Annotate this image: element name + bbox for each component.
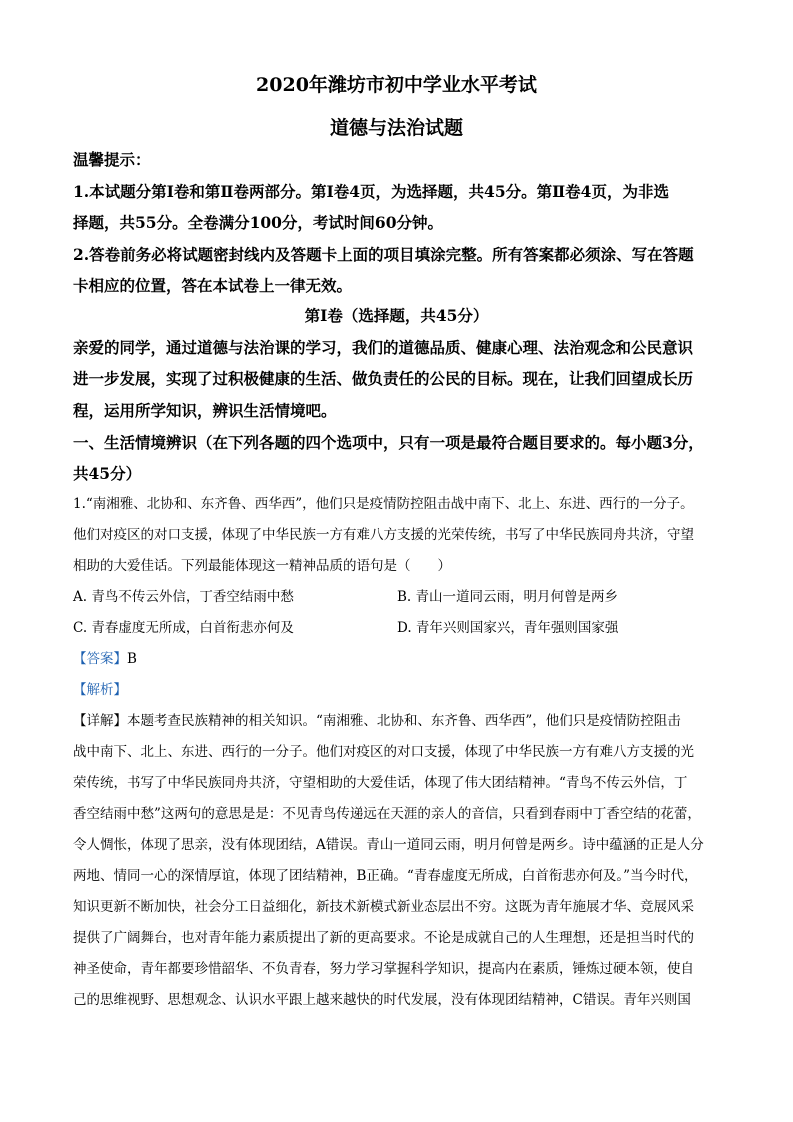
- detail-line: 己的思维视野、思想观念、认识水平跟上越来越快的时代发展，没有体现团结精神，C错误。青年兴则国: [73, 992, 691, 1008]
- detail-line: 提供了广阔舞台，也对青年能力素质提出了新的更高要求。不论是成就自己的人生理想，还是担当时代的: [73, 930, 694, 946]
- analysis-line: [73, 675, 127, 706]
- part-title: 一、生活情境辨识（在下列各题的四个选项中，只有一项是最符合题目要求的。每小题3分，: [73, 433, 704, 452]
- part-title: 共45分）: [73, 464, 142, 483]
- detail-line: 神圣使命，青年都要珍惜韶华、不负青春，努力学习掌握科学知识，提高内在素质，锤炼过硬本领，使自: [73, 961, 694, 977]
- intro-line: 程，运用所学知识，辨识生活情境吧。: [73, 401, 337, 420]
- detail-line: 荣传统，书写了中华民族同舟共济，守望相助的大爱佳话，体现了伟大团结精神。“青鸟不传云外信，丁: [73, 775, 688, 791]
- answer-line: [73, 644, 137, 675]
- exam-subtitle: 道德与法治试题: [329, 117, 463, 139]
- detail-line: 战中南下、北上、东进、西行的一分子。他们对疫区的对口支援，体现了中华民族一方有难八方支援的光: [73, 744, 694, 760]
- question-stem: 他们对疫区的对口支援，体现了中华民族一方有难八方支援的光荣传统，书写了中华民族同舟共济，守望: [73, 527, 694, 543]
- detail-line: 令人惆怅，体现了思亲，没有体现团结，A错误。青山一道同云雨，明月何曾是两乡。诗中蕴涵的正是人分: [73, 837, 704, 853]
- detail-line: 两地、情同一心的深情厚谊，体现了团结精神，B正确。“青春虚度无所成，白首衔悲亦何及。”当今时代，: [73, 868, 698, 884]
- detail-line: 香空结雨中愁”这两句的意思是是：不见青鸟传递远在天涯的亲人的音信，只看到春雨中丁香空结的花蕾，: [73, 806, 701, 822]
- option-c: C. 青春虚度无所成，白首衔悲亦何及: [73, 620, 294, 636]
- answer-label: 【答案】: [73, 651, 127, 667]
- question-stem: 1.“南湘雅、北协和、东齐鲁、西华西”，他们只是疫情防控阻击战中南下、北上、东进、西行的一分子。: [73, 496, 694, 512]
- option-d: D. 青年兴则国家兴，青年强则国家强: [397, 620, 619, 636]
- exam-title: 2020年潍坊市初中学业水平考试: [256, 74, 537, 96]
- notice-label: 温馨提示：: [73, 150, 151, 169]
- notice-line: 卡相应的位置，答在本试卷上一律无效。: [73, 276, 353, 295]
- intro-line: 进一步发展，实现了过积极健康的生活、做负责任的公民的目标。现在，让我们回望成长历: [73, 369, 694, 388]
- section-title: 第Ⅰ卷（选择题，共45分）: [304, 306, 489, 325]
- detail-line: [73, 706, 733, 737]
- notice-line: 择题，共55分。全卷满分100分，考试时间60分钟。: [73, 213, 443, 232]
- detail-text: 本题考查民族精神的相关知识。“南湘雅、北协和、东齐鲁、西华西”，他们只是疫情防控阻击: [127, 713, 681, 729]
- detail-line: 知识更新不断加快，社会分工日益细化，新技术新模式新业态层出不穷。这既为青年施展才华、竞展风采: [73, 899, 694, 915]
- option-b: B. 青山一道同云雨，明月何曾是两乡: [397, 589, 619, 605]
- detail-label: 【详解】: [73, 713, 127, 729]
- notice-line: 1.本试题分第Ⅰ卷和第Ⅱ卷两部分。第Ⅰ卷4页，为选择题，共45分。第Ⅱ卷4页，为非选: [73, 182, 669, 201]
- answer-value: B: [127, 651, 137, 667]
- analysis-label: 【解析】: [73, 682, 127, 698]
- intro-line: 亲爱的同学，通过道德与法治课的学习，我们的道德品质、健康心理、法治观念和公民意识: [73, 338, 694, 357]
- question-stem: 相助的大爱佳话。下列最能体现这一精神品质的语句是（ ）: [73, 558, 451, 574]
- option-a: A. 青鸟不传云外信，丁香空结雨中愁: [73, 589, 294, 605]
- notice-line: 2.答卷前务必将试题密封线内及答题卡上面的项目填涂完整。所有答案都必须涂、写在答题: [73, 245, 694, 264]
